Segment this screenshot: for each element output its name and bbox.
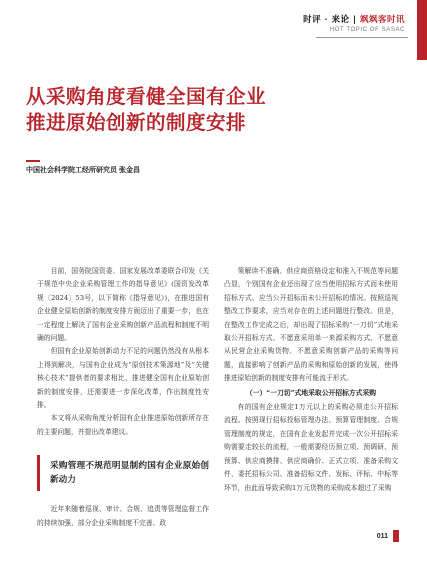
section-header-english: HOT TOPIC OF SASAC — [329, 27, 405, 33]
section-header — [303, 13, 405, 33]
paragraph: 有的国有企业规定1万元以上的采购必须走公开招标流程。按照现行招标投标管理办法、预算管理制度、合规管理制度的规定，在国有企业发起并完成一次公开招标采购需要走较长的流程，一般需要经历预立项、预调研、预预算、供应商摸排、供应商确价、正式立项、准备采购文件、委托招标公司、准备招标文件、发标、评标、中标等环节，由此而导致采购1万元货物的采购成本超过了采购 — [224, 403, 398, 492]
paragraph: 但国有企业原始创新动力不足的问题仍然没有从根本上得到解决，与国有企业成为“原创技术策源地”及“关键核心技术”提供者的要求相比，推进健全国有企业原始创新的制度安排，还需要进一步深化改革，作出制度性安排。 — [37, 347, 209, 410]
title-underline-mark — [26, 160, 40, 162]
page-number: 011 — [376, 533, 388, 540]
paragraph: 本文将从采购角度分析国有企业推进原始创新所存在的主要问题，并提出改革建议。 — [37, 414, 209, 436]
article-title — [26, 84, 386, 136]
section-header-divider: | — [352, 15, 360, 25]
paragraph: 策解读不准确、供应商资格设定和准入不规范等问题凸显，个别国有企业还出现了应当使用招标方式而未使用招标方式、应当公开招标而未公开招标的情况。按照巡视整改工作要求，应当对存在的上述问题进行整改。但是，在整改工作完成之后，却出现了招标采购“一刀切”式地采取公开招标方式、不愿意采用单一来源采购方式、不愿意从民营企业采购货物、不愿意采购创新产品的采购等问题，直接影响了创新产品的采购和原始创新的发展，使得推进原始创新的制度安排有可能流于形式。 — [224, 267, 398, 383]
paragraph: 目前，国务院国资委、国家发展改革委联合印发《关于规范中央企业采购管理工作的指导意见》(国资发改革规〔2024〕53号，以下简称《指导意见》)，在推进国有企业健全原始创新的制度安排方面迈出了重要一步，也在一定程度上解决了国有企业采购创新产品流程和制度不明确的问题。 — [37, 267, 209, 343]
page-number-accent — [393, 530, 399, 542]
section-header-title — [303, 13, 405, 25]
header-rule — [316, 37, 408, 38]
body-column-right — [224, 265, 398, 495]
section-heading: 采购管理不规范明显制约国有企业原始创新动力 — [37, 455, 209, 491]
corner-accent-bar — [417, 0, 427, 60]
article-title-line1: 从采购角度看健全国有企业 — [26, 85, 267, 108]
section-header-part2: 飒飒客时讯 — [359, 15, 405, 25]
section-header-part1: 时评 · 来论 — [303, 15, 350, 25]
paragraph: 近年来随着巡视、审计、合规、追责等管理监督工作的持续加强，部分企业采购制度不完善、政 — [37, 505, 209, 527]
body-column-left — [37, 265, 209, 530]
subsection-heading: （一）“一刀切”式地采取公开招标方式采购 — [245, 388, 377, 397]
author-byline: 中国社会科学院工经所研究员 张金昌 — [26, 167, 140, 174]
article-title-line2: 推进原始创新的制度安排 — [26, 111, 247, 134]
